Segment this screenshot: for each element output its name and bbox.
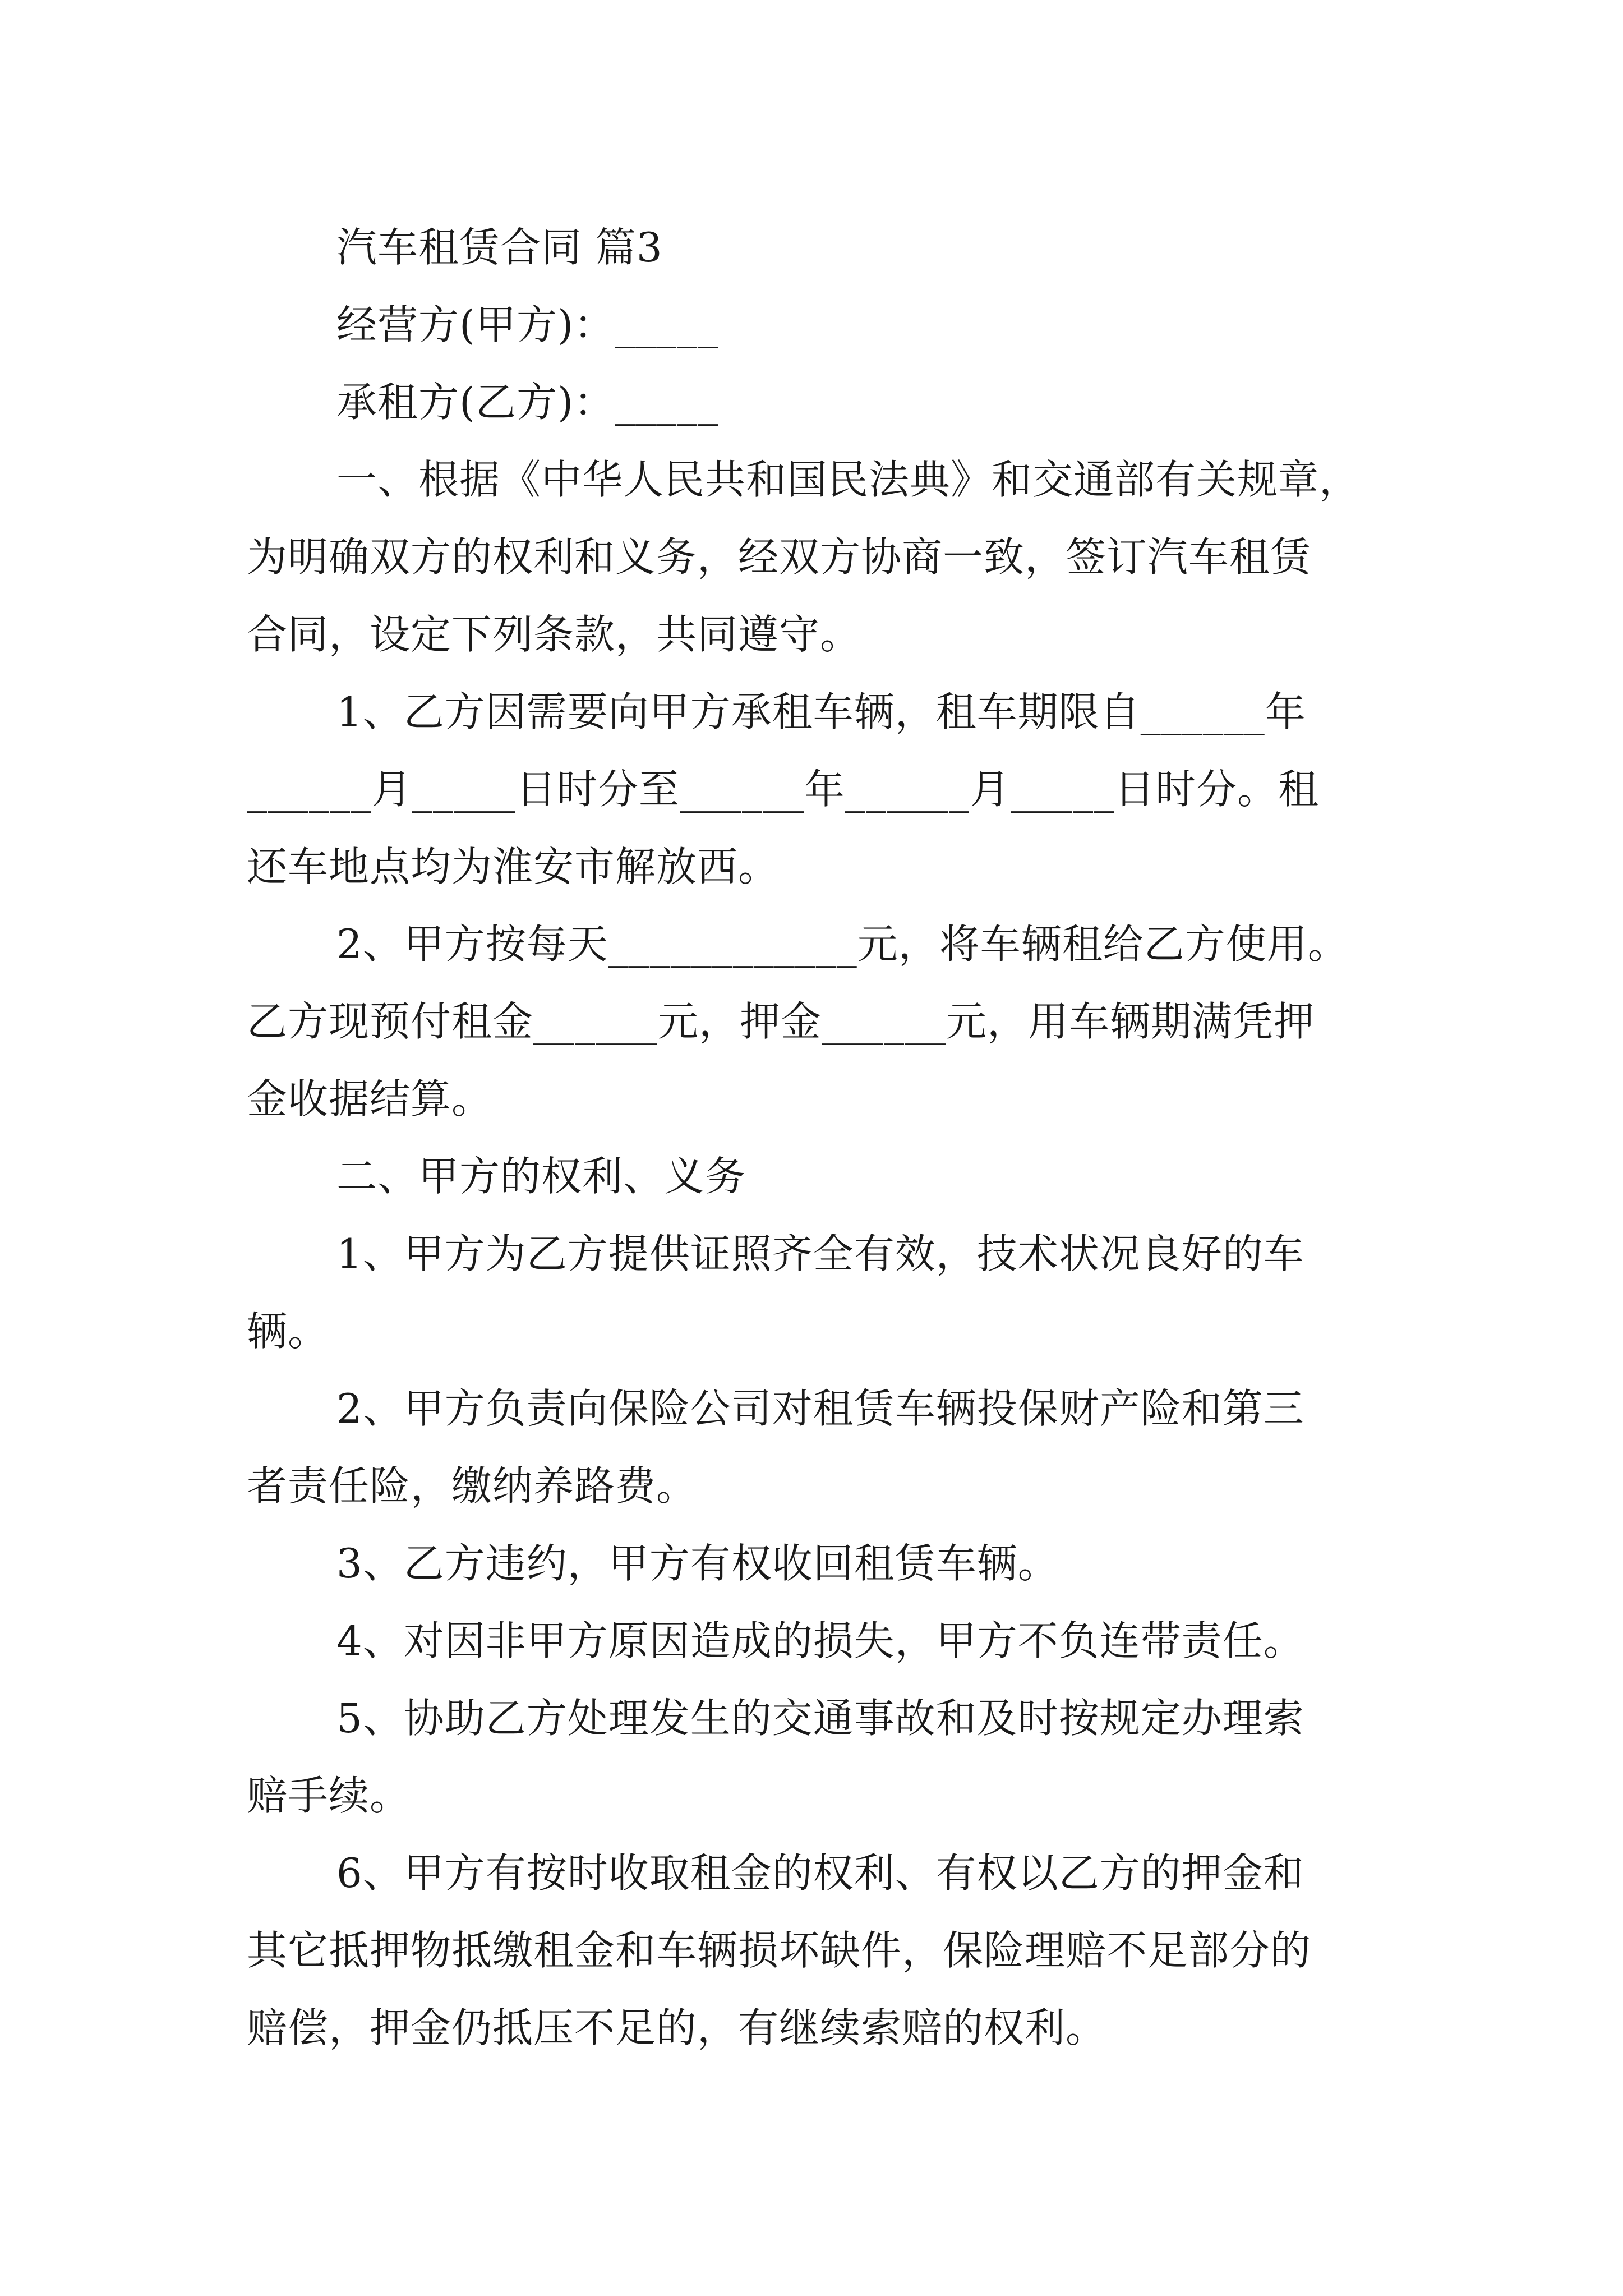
paragraph-line: 为明确双方的权利和义务，经双方协商一致，签订汽车租赁 bbox=[247, 533, 1312, 581]
paragraph-line: 4、对因非甲方原因造成的损失，甲方不负连带责任。 bbox=[336, 1617, 1304, 1664]
section-heading: 二、甲方的权利、义务 bbox=[336, 1153, 746, 1200]
paragraph-line: 辆。 bbox=[247, 1308, 329, 1355]
paragraph-line: 者责任险，缴纳养路费。 bbox=[247, 1462, 698, 1510]
paragraph-line: 2、甲方负责向保险公司对租赁车辆投保财产险和第三 bbox=[336, 1385, 1304, 1432]
paragraph-line: 金收据结算。 bbox=[247, 1075, 493, 1122]
paragraph-line: 赔偿，押金仍抵压不足的，有继续索赔的权利。 bbox=[247, 2004, 1107, 2051]
paragraph-line: 3、乙方违约，甲方有权收回租赁车辆。 bbox=[336, 1540, 1059, 1587]
party-b-line: 承租方(乙方)：_____ bbox=[336, 379, 719, 426]
party-a-line: 经营方(甲方)：_____ bbox=[336, 301, 719, 348]
paragraph-line: 合同，设定下列条款，共同遵守。 bbox=[247, 611, 861, 658]
document-body bbox=[247, 209, 1391, 2067]
paragraph-line: 赔手续。 bbox=[247, 1772, 411, 1819]
paragraph-line: 1、乙方因需要向甲方承租车辆，租车期限自______年 bbox=[336, 688, 1306, 735]
paragraph-line: 还车地点均为淮安市解放西。 bbox=[247, 843, 780, 890]
paragraph-line: 2、甲方按每天____________元，将车辆租给乙方使用。 bbox=[336, 921, 1349, 968]
paragraph-line: 乙方现预付租金______元，押金______元，用车辆期满凭押 bbox=[247, 998, 1315, 1045]
document-title: 汽车租赁合同 篇3 bbox=[336, 224, 663, 271]
paragraph-line: 其它抵押物抵缴租金和车辆损坏缺件，保险理赔不足部分的 bbox=[247, 1927, 1312, 1974]
paragraph-line: 6、甲方有按时收取租金的权利、有权以乙方的押金和 bbox=[336, 1849, 1304, 1897]
paragraph-line: 1、甲方为乙方提供证照齐全有效，技术状况良好的车 bbox=[336, 1230, 1304, 1277]
paragraph-line: ______月_____日时分至______年______月_____日时分。租 bbox=[247, 766, 1320, 813]
paragraph-line: 一、根据《中华人民共和国民法典》和交通部有关规章， bbox=[336, 456, 1361, 503]
paragraph-line: 5、协助乙方处理发生的交通事故和及时按规定办理索 bbox=[336, 1695, 1304, 1742]
